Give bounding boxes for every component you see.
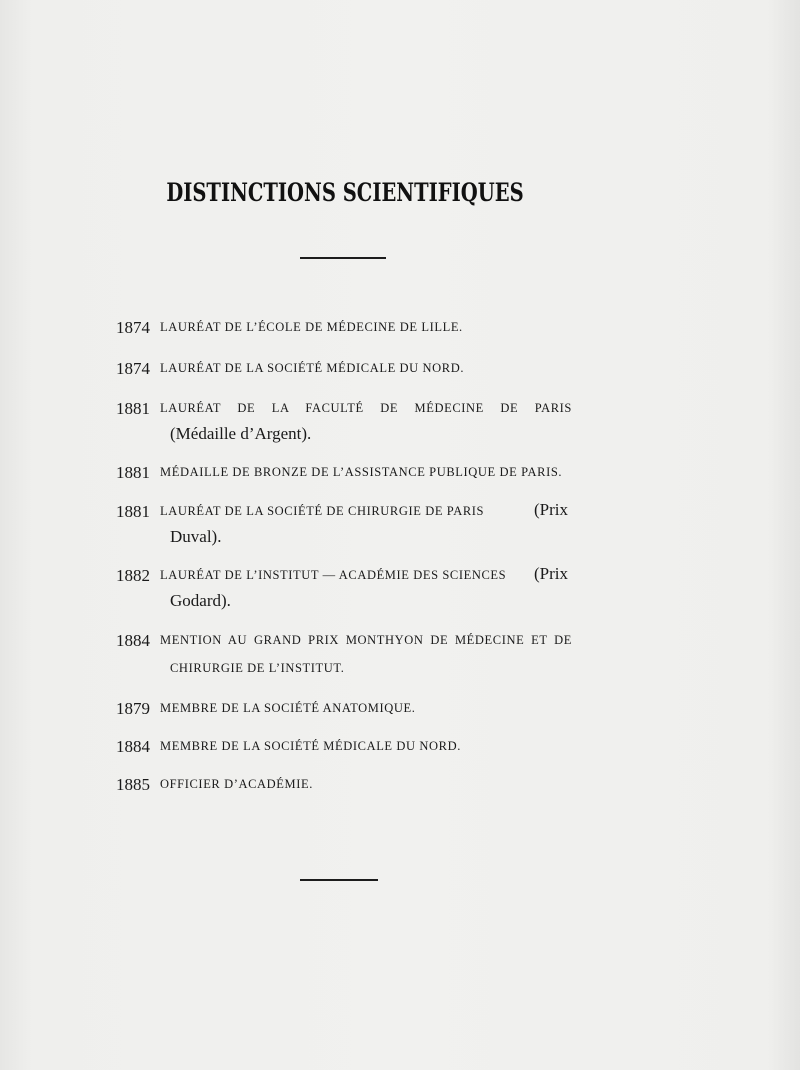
entry-year: 1884 — [116, 737, 150, 756]
entry-text: MENTION AU GRAND PRIX MONTHYON DE MÉDECINE ET DE — [160, 633, 572, 647]
entry-year: 1885 — [116, 775, 150, 794]
entry-text: LAURÉAT DE L’INSTITUT — ACADÉMIE DES SCIENCES — [160, 568, 507, 582]
entry-text: LAURÉAT DE LA FACULTÉ DE MÉDECINE DE PARIS — [160, 401, 572, 415]
entry-year: 1881 — [116, 399, 150, 418]
entry-year: 1881 — [116, 502, 150, 521]
entry-year: 1879 — [116, 699, 150, 718]
entry-continuation: Duval). — [170, 527, 222, 546]
entry-year: 1874 — [116, 318, 150, 337]
entry-text: LAURÉAT DE LA SOCIÉTÉ DE CHIRURGIE DE PARIS — [160, 504, 485, 518]
entry-continuation: CHIRURGIE DE L’INSTITUT. — [170, 661, 345, 675]
entry-continuation: (Médaille d’Argent). — [170, 424, 312, 443]
entry-text: MEMBRE DE LA SOCIÉTÉ ANATOMIQUE. — [160, 701, 416, 715]
entry-year: 1882 — [116, 566, 150, 585]
entry-year: 1874 — [116, 359, 150, 378]
entry-continuation: Godard). — [170, 591, 231, 610]
entry-year: 1881 — [116, 463, 150, 482]
entry-tail: (Prix — [534, 500, 568, 519]
bottom-divider — [300, 879, 378, 881]
page-title: DISTINCTIONS SCIENTIFIQUES — [166, 178, 524, 207]
entry-text: LAURÉAT DE LA SOCIÉTÉ MÉDICALE DU NORD. — [160, 361, 465, 375]
entry-year: 1884 — [116, 631, 150, 650]
entry-text: OFFICIER D’ACADÉMIE. — [160, 777, 313, 791]
entry-tail: (Prix — [534, 564, 568, 583]
entry-text: MEMBRE DE LA SOCIÉTÉ MÉDICALE DU NORD. — [160, 739, 461, 753]
entry-text: LAURÉAT DE L’ÉCOLE DE MÉDECINE DE LILLE. — [160, 320, 463, 334]
entry-text: MÉDAILLE DE BRONZE DE L’ASSISTANCE PUBLIQUE DE PARIS. — [160, 465, 563, 479]
top-divider — [300, 257, 386, 259]
